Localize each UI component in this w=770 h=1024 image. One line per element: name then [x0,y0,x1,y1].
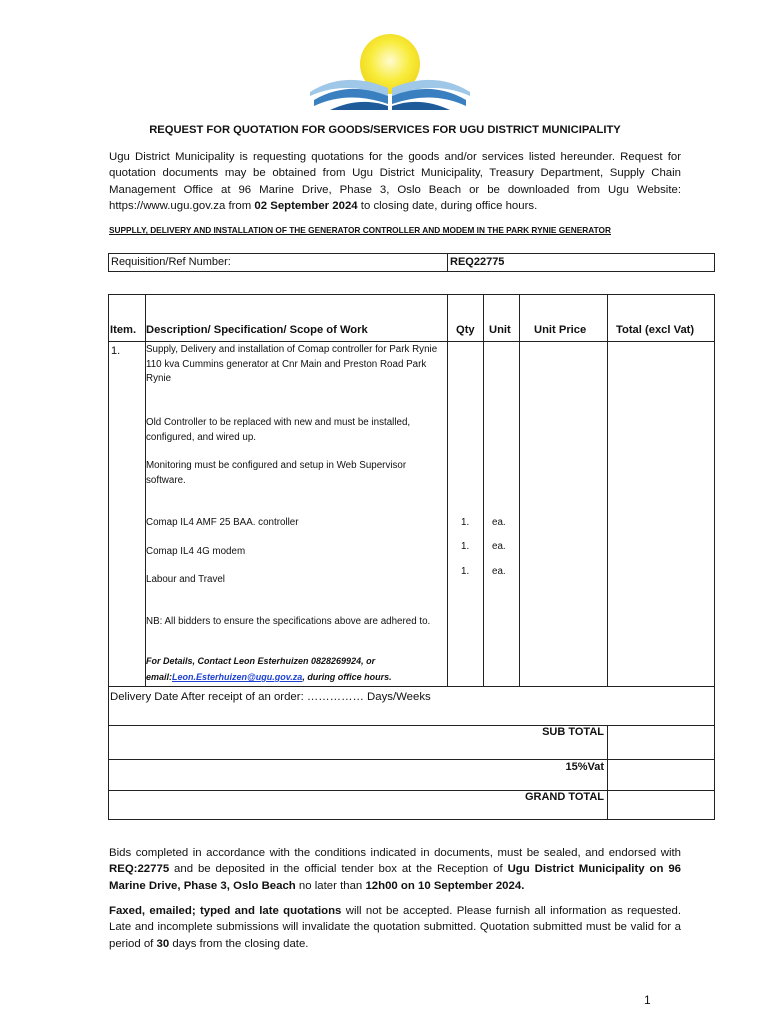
line-item-desc: Labour and Travel [146,574,225,585]
line-item-desc: Comap IL4 AMF 25 BAA. controller [146,517,299,528]
requisition-label: Requisition/Ref Number: [111,256,231,268]
scope-subheading: SUPPLLY, DELIVERY AND INSTALLATION OF THE GENERATOR CONTROLLER AND MODEM IN THE PARK RYNIE GENERATOR [109,225,611,235]
delivery-date-line: Delivery Date After receipt of an order: …………… Days/Weeks [110,691,431,703]
line-item-qty: 1. [461,541,470,552]
line-item-desc: Comap IL4 4G modem [146,546,246,557]
header-unit: Unit [489,324,511,336]
requisition-row [108,253,715,272]
line-item-qty: 1. [461,566,470,577]
description-old-controller: Old Controller to be replaced with new and must be installed, configured, and wired up. [146,417,411,443]
sub-total-label: SUB TOTAL [542,726,604,738]
header-item: Item. [110,324,137,336]
bids-paragraph: Bids completed in accordance with the conditions indicated in documents, must be sealed, and endorsed with REQ:22775 and be deposited in the official tender box at the Reception of Ugu District Municipality on 96 Marine Drive, Phase 3, Oslo Beach no later than 12h00 on 10 September 2024. [109,847,681,892]
faxed-paragraph: Faxed, emailed; typed and late quotations will not be accepted. Please furnish all information as requested. Late and incomplete submissions will invalidate the quotation submitted. Quotation submitted must be valid for a period of 30 days from the closing date. [109,905,682,950]
line-item-unit: ea. [492,517,506,528]
contact-line-1: For Details, Contact Leon Esterhuizen 0828269924, or [146,656,376,666]
document-title: REQUEST FOR QUOTATION FOR GOODS/SERVICES FOR UGU DISTRICT MUNICIPALITY [149,124,621,136]
header-total: Total (excl Vat) [616,324,695,336]
header-unit-price: Unit Price [534,324,587,336]
line-item-unit: ea. [492,541,506,552]
ugu-logo [300,30,480,112]
requisition-number: REQ22775 [450,256,505,268]
contact-email-link[interactable]: Leon.Esterhuizen@ugu.gov.za [172,672,303,682]
contact-line-2: email:Leon.Esterhuizen@ugu.gov.za, during office hours. [146,672,392,682]
header-qty: Qty [456,324,475,336]
line-item-qty: 1. [461,517,470,528]
description-scope: Supply, Delivery and installation of Comap controller for Park Rynie 110 kva Cummins generator at Cnr Main and Preston Road Park Rynie [146,344,438,384]
grand-total-label: GRAND TOTAL [524,791,604,803]
vat-label: 15%Vat [565,761,604,773]
page-number: 1 [644,993,651,1007]
quotation-table [108,294,715,820]
item-number: 1. [111,345,121,357]
line-item-unit: ea. [492,566,506,577]
intro-paragraph: Ugu District Municipality is requesting quotations for the goods and/or services listed hereunder. Request for quotation documents may be obtained from Ugu District Municipality, Treasury Department, Supply Chain Management Office at 96 Marine Drive, Phase 3, Oslo Beach or be downloaded from Ugu Website: https://www.ugu.gov.za from 02 September 2024 to closing date, during office hours. [109,151,681,212]
nb-note: NB: All bidders to ensure the specifications above are adhered to. [146,616,431,627]
header-description: Description/ Specification/ Scope of Work [146,324,368,336]
description-monitoring: Monitoring must be configured and setup in Web Supervisor software. [146,460,407,486]
